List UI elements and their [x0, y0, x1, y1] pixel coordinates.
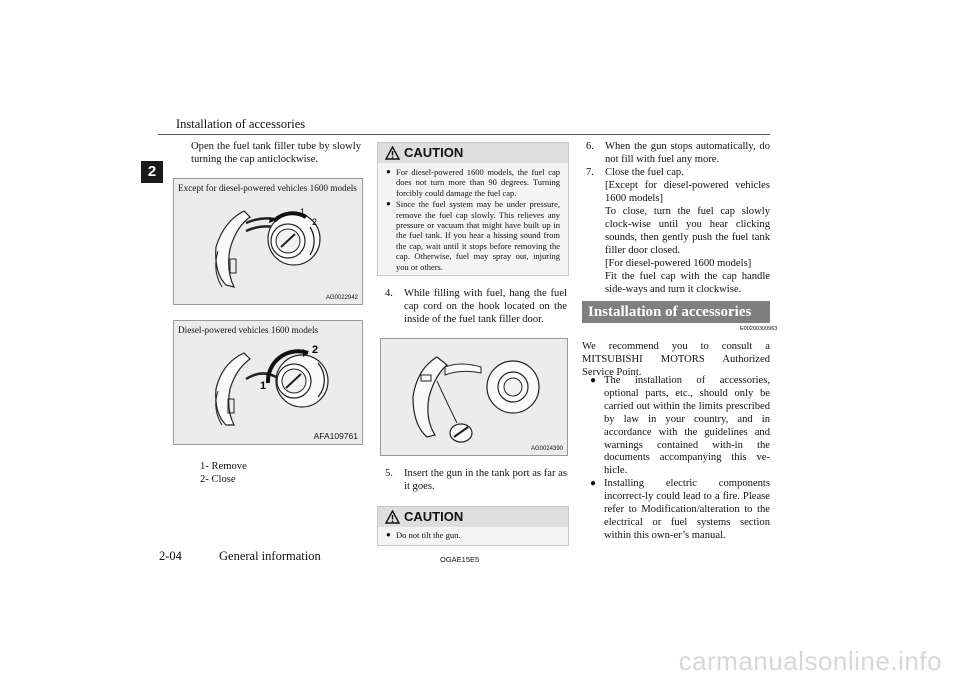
legend-item-remove: 1- Remove	[200, 461, 247, 472]
arrow-label-2: 2	[312, 217, 318, 227]
arrow-label-1: 1	[260, 380, 267, 392]
page-number: 2-04	[159, 549, 182, 563]
step-number: 5.	[385, 468, 393, 479]
figure-code: AG0022942	[325, 295, 358, 301]
step-5	[385, 467, 567, 493]
arrow-label-2: 2	[312, 344, 319, 356]
figure-fuel-cap-hook	[380, 338, 568, 456]
section-intro: We recommend you to consult a MITSUBISHI MOTORS Authorized Service Point.	[582, 341, 770, 378]
warning-triangle-icon	[385, 146, 400, 160]
section-code: E00200300963	[740, 326, 778, 332]
watermark: carmanualsonline.info	[678, 646, 942, 676]
step-text: While filling with fuel, hang the fuel cap cord on the hook located on the inside of the fuel tank filler door.	[404, 288, 567, 325]
caution-item: ● For diesel-powered 1600 models, the fuel cap does not turn more than 90 degrees. Turning forcibly could damage the fuel cap.	[386, 167, 560, 198]
step-line: Fit the fuel cap with the cap handle side-ways and turn it clockwise.	[605, 271, 770, 295]
step-line: To close, turn the fuel cap slowly clock-wise until you hear clicking sounds, then gently push the fuel tank filler door closed.	[605, 206, 770, 256]
section-bullet: ● The installation of accessories, optional parts, etc., should only be carried out within the limits prescribed by law in your country, and in accordance with the guidelines and warnings contained with-in the documents accompanying this ve-hicle.	[590, 375, 770, 478]
figure-fuel-cap-diesel	[173, 320, 363, 445]
legend-item-close: 2- Close	[200, 474, 236, 485]
arrow-label-1: 1	[300, 207, 306, 217]
intro-paragraph: Open the fuel tank filler tube by slowly turning the cap anticlockwise.	[191, 141, 361, 165]
section-bullet-list	[590, 375, 770, 543]
chapter-tab: 2	[141, 161, 163, 183]
fuel-cap-illustration	[204, 201, 334, 293]
step-item	[586, 166, 770, 296]
step-line: [For diesel-powered 1600 models]	[605, 258, 752, 269]
step-line: [Except for diesel-powered vehicles 1600 models]	[605, 180, 770, 204]
figure-code: AG0024390	[530, 446, 563, 452]
caution-item: ● Since the fuel system may be under pressure, remove the fuel cap slowly. This relieves any pressure or vacuum that might have built up in the fuel tank. If you hear a hissing sound from the cap, wait until it stops before removing the cap. Otherwise, fuel may spray out, injuring you or others.	[386, 199, 560, 272]
step-4	[385, 287, 567, 326]
caution-title: CAUTION	[404, 145, 464, 160]
running-header-title: Installation of accessories	[176, 117, 306, 131]
step-text: Insert the gun in the tank port as far as it goes.	[404, 468, 567, 492]
figure-code: AFA109761	[313, 431, 358, 441]
figure-legend	[200, 460, 320, 486]
step-number: 4.	[385, 288, 393, 299]
step-item	[385, 467, 567, 493]
footer-chapter: General information	[219, 549, 321, 563]
step-number: 6.	[586, 141, 594, 152]
section-heading: Installation of accessories	[582, 301, 770, 323]
figure-caption: Except for diesel-powered vehicles 1600 models	[178, 183, 357, 193]
header-rule	[158, 134, 770, 135]
figure-fuel-cap-standard	[173, 178, 363, 305]
step-item	[385, 287, 567, 326]
section-bullet: ● Installing electric components incorrect-ly could lead to a fire. Please refer to Modification/alteration to the electrical or fuel systems section within this own-er’s manual.	[590, 478, 770, 543]
step-line: Close the fuel cap.	[605, 167, 684, 178]
caution-header	[378, 507, 568, 527]
step-text: When the gun stops automatically, do not fill with fuel any more.	[605, 141, 770, 165]
step-item	[586, 140, 770, 166]
steps-6-7	[586, 140, 770, 296]
caution-box-gun	[377, 506, 569, 546]
caution-item: ● Do not tilt the gun.	[386, 530, 560, 540]
warning-triangle-icon	[385, 510, 400, 524]
caution-list	[378, 163, 568, 279]
fuel-cap-diesel-illustration	[204, 339, 344, 429]
figure-caption: Diesel-powered vehicles 1600 models	[178, 325, 319, 335]
fuel-cap-hook-illustration	[401, 347, 551, 449]
caution-title: CAUTION	[404, 509, 464, 524]
step-number: 7.	[586, 167, 594, 178]
caution-header	[378, 143, 568, 163]
caution-box-fuel-cap	[377, 142, 569, 276]
caution-list	[378, 527, 568, 547]
footer-code: OGAE15E5	[440, 555, 480, 564]
